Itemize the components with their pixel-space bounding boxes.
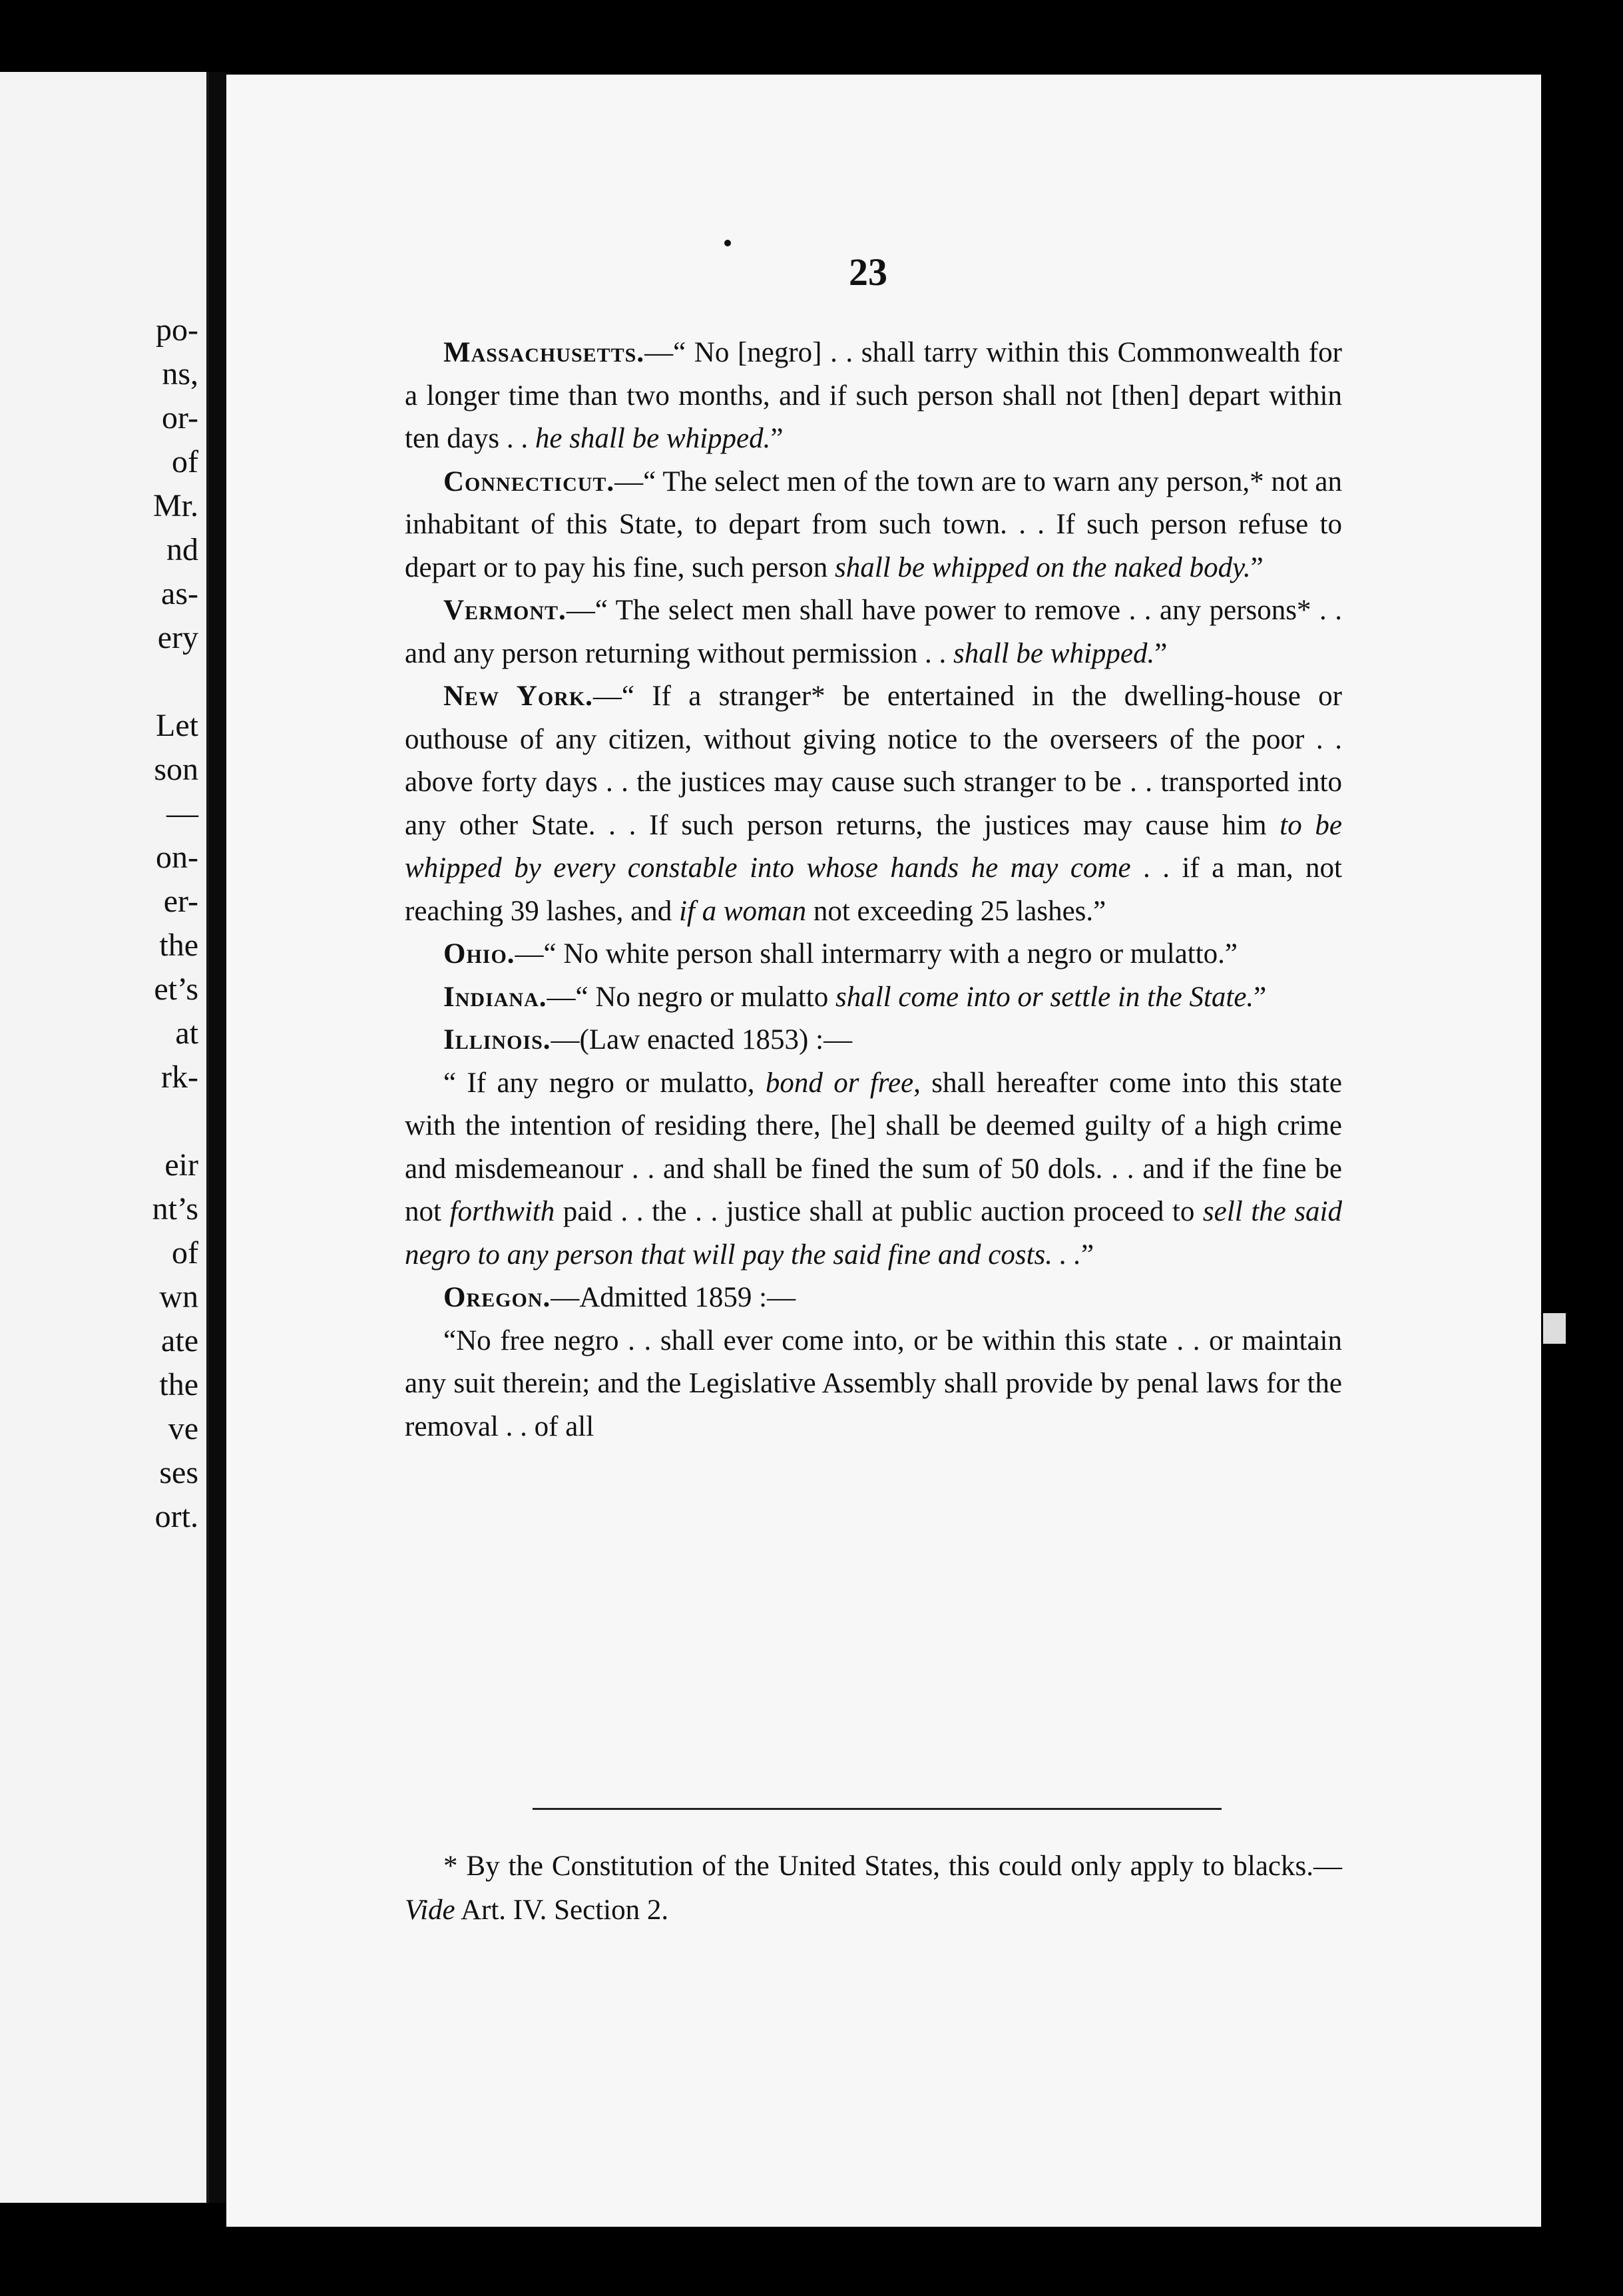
- section-tail: . . if a man, not reaching 39 lashes, and: [405, 852, 1342, 927]
- section-tail: not exceeding 25 lashes.”: [806, 895, 1106, 927]
- fragment-line: ery: [157, 620, 198, 655]
- fragment-line: eir: [164, 1147, 198, 1183]
- section-tail: ”: [1154, 637, 1168, 669]
- section-text: —“ The select men of the town are to warn any person,* not an inhabitant of this State, to depart from such town. . . If such person refuse to depart or to pay his fine, such person: [405, 465, 1342, 583]
- section-illinois: [405, 1019, 1342, 1062]
- state-heading: Ohio.: [443, 938, 515, 970]
- section-tail: ”: [1250, 551, 1264, 583]
- book-gutter: [209, 72, 226, 2203]
- section-tail: ”: [770, 423, 784, 454]
- body-text: [405, 332, 1342, 1448]
- section-vermont: [405, 589, 1342, 675]
- fragment-line: ses: [159, 1455, 198, 1490]
- quote-text: paid . . the . . justice shall at public auction proceed to: [555, 1196, 1203, 1227]
- section-italic: he shall be whipped.: [535, 423, 771, 454]
- fragment-line: Mr.: [152, 488, 198, 523]
- fragment-line: or-: [161, 400, 198, 435]
- section-text: —“ If a stranger* be entertained in the dwelling-house or outhouse of any citizen, without giving notice to the overseers of the poor . . above forty days . . the justices may cause such stranger to be . . transported into any other State. . . If such person returns, the justices may cause him: [405, 681, 1342, 841]
- section-italic: to be whipped by every constable into whose hands he may come: [405, 809, 1342, 884]
- section-tail: ”: [1254, 981, 1267, 1013]
- state-heading: New York.: [443, 681, 593, 712]
- section-connecticut: [405, 461, 1342, 590]
- fragment-line: of: [172, 1235, 198, 1271]
- state-heading: Vermont.: [443, 595, 567, 626]
- state-heading: Indiana.: [443, 981, 547, 1013]
- fragment-line: Let: [156, 708, 198, 743]
- fragment-line: wn: [159, 1279, 198, 1314]
- fragment-line: the: [159, 1367, 198, 1402]
- left-page-text-fragments: [152, 308, 198, 1539]
- footnote-text: Art. IV. Section 2.: [455, 1894, 669, 1926]
- footnote-rule: [533, 1808, 1222, 1810]
- quote-italic: bond or free,: [765, 1067, 921, 1099]
- page-edge-tab: [1543, 1313, 1566, 1344]
- fragment-line: at: [175, 1015, 198, 1051]
- state-heading: Oregon.: [443, 1282, 551, 1313]
- fragment-line: of: [172, 444, 198, 479]
- section-italic: shall be whipped on the naked body.: [835, 551, 1251, 583]
- fragment-line: po-: [156, 312, 198, 348]
- state-heading: Illinois.: [443, 1024, 551, 1055]
- section-text: —Admitted 1859 :—: [551, 1282, 796, 1313]
- fragment-line: —: [166, 796, 198, 831]
- footnote-italic: Vide: [405, 1894, 455, 1926]
- fragment-line: ort.: [154, 1499, 198, 1534]
- fragment-line: ate: [161, 1323, 198, 1358]
- section-ohio: [405, 933, 1342, 976]
- footnote: [405, 1845, 1342, 1932]
- fragment-line: ns,: [162, 356, 198, 392]
- quote-text: shall hereafter come into this state with the intention of residing there, [he] shall be deemed guilty of a high crime and misdemeanour . . and shall be fined the sum of 50 dols. . . and if the fine be not: [405, 1067, 1342, 1227]
- section-oregon: [405, 1277, 1342, 1320]
- footnote-text: * By the Constitution of the United States, this could only apply to blacks.—: [443, 1851, 1342, 1882]
- left-facing-page: [0, 72, 209, 2203]
- section-text: —(Law enacted 1853) :—: [551, 1024, 853, 1055]
- section-text: —“ No white person shall intermarry with a negro or mulatto.”: [515, 938, 1238, 970]
- fragment-line: nt’s: [152, 1191, 198, 1227]
- quote-text: ”: [1081, 1239, 1094, 1271]
- fragment-line: the: [159, 928, 198, 963]
- fragment-line: as-: [161, 576, 198, 611]
- section-text: —“ No negro or mulatto: [547, 981, 835, 1013]
- fragment-line: er-: [163, 884, 198, 919]
- section-text: —“ The select men shall have power to remove . . any persons* . . and any person returning without permission . .: [405, 595, 1342, 669]
- illinois-quote: [405, 1062, 1342, 1277]
- state-heading: Massachusetts.: [443, 337, 645, 368]
- quote-italic: forthwith: [449, 1196, 555, 1227]
- section-indiana: [405, 976, 1342, 1019]
- oregon-quote: “No free negro . . shall ever come into, or be within this state . . or maintain any suit therein; and the Legislative Assembly shall provide by penal laws for the removal . . of all: [405, 1324, 1342, 1442]
- fragment-line: son: [154, 752, 198, 787]
- fragment-line: et’s: [154, 972, 198, 1007]
- section-new-york: [405, 675, 1342, 933]
- state-heading: Connecticut.: [443, 465, 615, 497]
- fragment-line: on-: [156, 840, 198, 875]
- quote-italic: sell the said negro to any person that will pay the said fine and costs. . .: [405, 1196, 1342, 1271]
- section-italic: if a woman: [678, 895, 807, 927]
- fragment-line: nd: [166, 532, 198, 567]
- page-number: 23: [849, 250, 887, 294]
- section-italic: shall come into or settle in the State.: [835, 981, 1254, 1013]
- fragment-line: ve: [168, 1411, 198, 1446]
- fragment-line: [152, 1099, 198, 1143]
- fragment-line: [152, 660, 198, 704]
- section-text: —“ No [negro] . . shall tarry within this Commonwealth for a longer time than two months, and if such person shall not [then] depart within ten days . .: [405, 337, 1342, 454]
- section-italic: shall be whipped.: [953, 637, 1155, 669]
- section-massachusetts: [405, 332, 1342, 461]
- fragment-line: rk-: [161, 1059, 198, 1095]
- ink-speck: [724, 240, 731, 246]
- quote-text: “ If any negro or mulatto,: [443, 1067, 766, 1099]
